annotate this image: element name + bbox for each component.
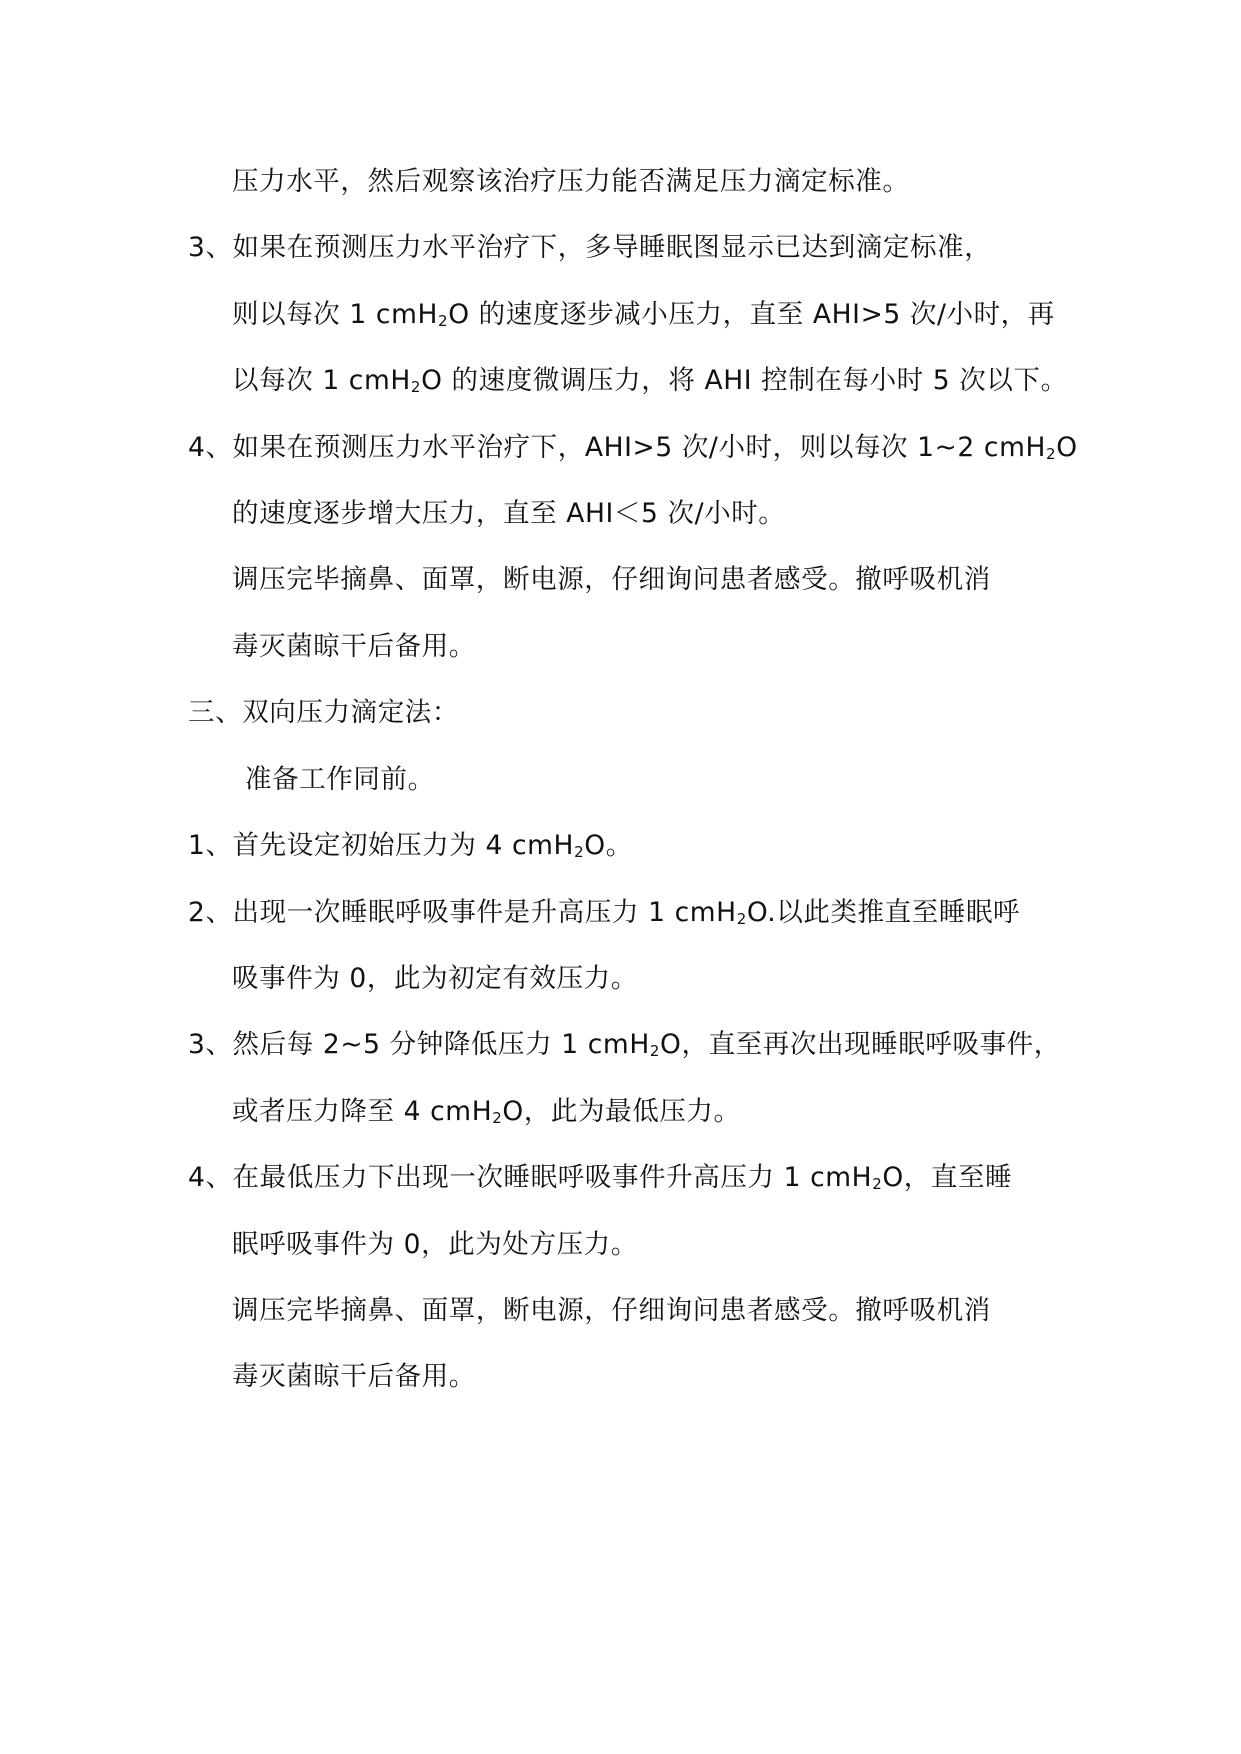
- line-5: [188, 430, 1078, 466]
- line-11: [188, 828, 633, 864]
- line-6: [232, 496, 785, 532]
- text-run: O，此为最低压力。: [502, 1096, 741, 1127]
- line-8: [232, 629, 476, 665]
- line-1: [232, 164, 910, 200]
- subscript: 2: [410, 378, 422, 396]
- text-run: 毒灭菌晾干后备用。: [232, 631, 476, 662]
- text-run: 则以每次 1 cmH: [232, 299, 439, 330]
- text-run: 准备工作同前。: [245, 764, 435, 795]
- line-10: [245, 762, 435, 798]
- line-17: [232, 1227, 638, 1263]
- text-run: 三、双向压力滴定法：: [188, 697, 459, 728]
- text-run: 4、如果在预测压力水平治疗下，AHI>5 次/小时，则以每次 1~2 cmH: [188, 432, 1047, 463]
- text-run: O 的速度逐步减小压力，直至 AHI>5 次/小时，再: [448, 299, 1055, 330]
- text-run: O: [1056, 432, 1078, 463]
- subscript: 2: [574, 843, 585, 861]
- line-2: [188, 230, 991, 266]
- subscript: 2: [1046, 445, 1057, 463]
- text-run: 或者压力降至 4 cmH: [232, 1096, 493, 1127]
- text-run: 4、在最低压力下出现一次睡眠呼吸事件升高压力 1 cmH: [188, 1162, 873, 1193]
- text-run: 3、然后每 2~5 分钟降低压力 1 cmH: [188, 1029, 650, 1060]
- line-13: [232, 961, 638, 997]
- text-run: 眠呼吸事件为 0，此为处方压力。: [232, 1229, 638, 1260]
- text-run: 毒灭菌晾干后备用。: [232, 1361, 476, 1392]
- text-run: O，直至睡: [882, 1162, 1013, 1193]
- text-run: O.以此类推直至睡眠呼: [746, 897, 1021, 928]
- text-run: 调压完毕摘鼻、面罩，断电源，仔细询问患者感受。撤呼吸机消: [232, 564, 991, 595]
- text-run: 调压完毕摘鼻、面罩，断电源，仔细询问患者感受。撤呼吸机消: [232, 1295, 991, 1326]
- subscript: 2: [872, 1175, 883, 1193]
- subscript: 2: [649, 1042, 661, 1060]
- text-run: 2、出现一次睡眠呼吸事件是升高压力 1 cmH: [188, 897, 737, 928]
- line-7: [232, 562, 991, 598]
- subscript: 2: [438, 312, 449, 330]
- line-3: [232, 297, 1055, 333]
- text-run: 吸事件为 0，此为初定有效压力。: [232, 963, 638, 994]
- line-19: [232, 1359, 476, 1395]
- line-12: [188, 895, 1020, 931]
- text-run: 1、首先设定初始压力为 4 cmH: [188, 830, 575, 861]
- subscript: 2: [492, 1109, 503, 1127]
- line-18: [232, 1293, 991, 1329]
- text-run: O 的速度微调压力，将 AHI 控制在每小时 5 次以下。: [421, 365, 1068, 396]
- subscript: 2: [736, 910, 747, 928]
- line-4: [232, 363, 1068, 399]
- text-run: 压力水平，然后观察该治疗压力能否满足压力滴定标准。: [232, 166, 910, 197]
- text-run: O。: [584, 830, 633, 861]
- line-9: [188, 695, 459, 731]
- text-run: 3、如果在预测压力水平治疗下，多导睡眠图显示已达到滴定标准，: [188, 232, 992, 263]
- line-16: [188, 1160, 1012, 1196]
- text-run: 以每次 1 cmH: [232, 365, 411, 396]
- line-14: [188, 1027, 1061, 1063]
- text-run: 的速度逐步增大压力，直至 AHI＜5 次/小时。: [232, 498, 786, 529]
- text-run: O，直至再次出现睡眠呼吸事件，: [660, 1029, 1061, 1060]
- line-15: [232, 1094, 741, 1130]
